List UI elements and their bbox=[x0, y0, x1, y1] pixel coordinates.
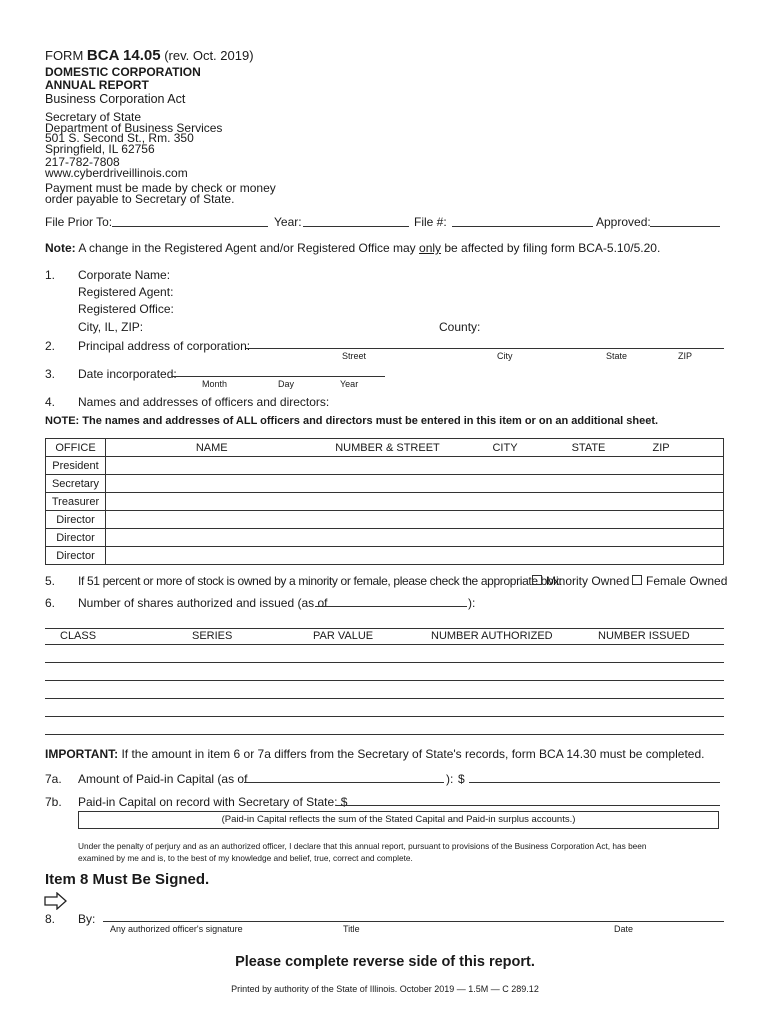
form-prefix: FORM bbox=[45, 48, 84, 63]
office-treasurer: Treasurer bbox=[46, 493, 106, 511]
col-number-street: NUMBER & STREET bbox=[318, 439, 458, 457]
treasurer-entry[interactable] bbox=[106, 493, 724, 511]
minority-owned-checkbox[interactable] bbox=[532, 575, 542, 585]
arrow-right-icon bbox=[44, 892, 68, 910]
perjury-line1: Under the penalty of perjury and as an authorized officer, I declare that this annual report, pursuant to provisions of the Business Corporation Act, has been bbox=[78, 841, 647, 851]
shares-entry-line-2[interactable] bbox=[45, 680, 724, 681]
item7a-number: 7a. bbox=[45, 772, 62, 786]
paid-in-capital-date-field[interactable] bbox=[244, 782, 444, 783]
shares-as-of-field[interactable] bbox=[315, 606, 467, 607]
note-underlined: only bbox=[419, 241, 442, 255]
year-caption: Year bbox=[340, 379, 359, 389]
secretary-entry[interactable] bbox=[106, 475, 724, 493]
shares-col-class: CLASS bbox=[60, 630, 97, 642]
county-label: County: bbox=[439, 320, 481, 334]
table-row bbox=[46, 547, 724, 565]
item2-number: 2. bbox=[45, 339, 56, 353]
col-city: CITY bbox=[458, 439, 553, 457]
note-text-post: be affected by filing form BCA-5.10/5.20. bbox=[444, 241, 661, 255]
item8-number: 8. bbox=[45, 912, 56, 926]
paid-in-capital-mid: ): bbox=[446, 772, 454, 786]
state-caption: State bbox=[606, 351, 628, 361]
file-number-label: File #: bbox=[414, 215, 447, 229]
printed-by-footer: Printed by authority of the State of Illinois. October 2019 — 1.5M — C 289.12 bbox=[231, 984, 539, 994]
shares-entry-line-1[interactable] bbox=[45, 662, 724, 663]
file-number-field[interactable] bbox=[452, 226, 593, 227]
signature-line[interactable] bbox=[103, 921, 724, 922]
date-incorporated-field[interactable] bbox=[172, 376, 385, 377]
title-caption: Title bbox=[343, 924, 360, 934]
minority-owned-label: Minority Owned bbox=[546, 574, 630, 588]
city-caption: City bbox=[497, 351, 513, 361]
shares-col-par-value: PAR VALUE bbox=[313, 630, 374, 642]
paid-in-capital-dollar: $ bbox=[458, 772, 465, 786]
item6-number: 6. bbox=[45, 596, 56, 610]
signature-caption: Any authorized officer's signature bbox=[110, 924, 243, 934]
form-number: BCA 14.05 bbox=[86, 47, 161, 64]
office-line2: Department of Business Services bbox=[45, 120, 223, 135]
office-secretary: Secretary bbox=[46, 475, 106, 493]
zip-caption: ZIP bbox=[678, 351, 693, 361]
office-director-1: Director bbox=[46, 511, 106, 529]
city-zip-label: City, IL, ZIP: bbox=[78, 320, 144, 334]
by-label: By: bbox=[78, 912, 96, 926]
note-label: Note: bbox=[45, 241, 76, 255]
important-notice bbox=[45, 747, 704, 761]
minority-female-label: If 51 percent or more of stock is owned by a minority or female, please check the appropriate box: bbox=[78, 574, 562, 588]
item5-number: 5. bbox=[45, 574, 56, 588]
col-name: NAME bbox=[106, 439, 318, 457]
female-owned-checkbox[interactable] bbox=[632, 575, 642, 585]
office-line3: 501 S. Second St., Rm. 350 bbox=[45, 131, 194, 145]
office-website: www.cyberdriveillinois.com bbox=[45, 166, 188, 180]
form-revision: (rev. Oct. 2019) bbox=[164, 48, 254, 63]
shares-header-rule bbox=[45, 644, 724, 645]
registered-agent-label: Registered Agent: bbox=[78, 285, 174, 299]
table-row bbox=[46, 493, 724, 511]
reverse-side-notice: Please complete reverse side of this report. bbox=[235, 954, 535, 970]
col-zip: ZIP bbox=[625, 439, 724, 457]
col-state: STATE bbox=[553, 439, 625, 457]
capital-on-record-label: Paid-in Capital on record with Secretary of State: $ bbox=[78, 795, 348, 809]
form-title-line2: ANNUAL REPORT bbox=[45, 78, 149, 92]
payment-line1: Payment must be made by check or money bbox=[45, 181, 276, 195]
street-caption: Street bbox=[342, 351, 367, 361]
form-title-line1: DOMESTIC CORPORATION bbox=[45, 65, 201, 79]
item7b-number: 7b. bbox=[45, 795, 62, 809]
important-label: IMPORTANT: bbox=[45, 747, 119, 761]
table-row bbox=[46, 457, 724, 475]
shares-entry-line-4[interactable] bbox=[45, 716, 724, 717]
principal-address-field[interactable] bbox=[246, 348, 724, 349]
shares-col-series: SERIES bbox=[192, 630, 233, 642]
table-row bbox=[46, 511, 724, 529]
item8-heading: Item 8 Must Be Signed. bbox=[45, 871, 210, 888]
officers-note: NOTE: The names and addresses of ALL officers and directors must be entered in this item or on an additional sheet. bbox=[45, 415, 659, 427]
officers-table bbox=[45, 438, 724, 565]
paid-in-capital-amount-field[interactable] bbox=[469, 782, 720, 783]
corporate-name-label: Corporate Name: bbox=[78, 268, 171, 282]
date-caption: Date bbox=[614, 924, 634, 934]
principal-address-label: Principal address of corporation: bbox=[78, 339, 251, 353]
payment-line2: order payable to Secretary of State. bbox=[45, 192, 235, 206]
capital-on-record-field[interactable] bbox=[336, 805, 720, 806]
officers-header-row bbox=[46, 439, 724, 457]
form-act: Business Corporation Act bbox=[45, 92, 186, 106]
file-prior-to-field[interactable] bbox=[112, 226, 268, 227]
minority-owned-option[interactable] bbox=[532, 574, 629, 588]
office-director-3: Director bbox=[46, 547, 106, 565]
female-owned-label: Female Owned bbox=[646, 574, 728, 588]
file-prior-to-label: File Prior To: bbox=[45, 215, 113, 229]
col-office: OFFICE bbox=[46, 439, 106, 457]
item3-number: 3. bbox=[45, 367, 56, 381]
note-text-pre: A change in the Registered Agent and/or Registered Office may bbox=[78, 241, 416, 255]
shares-entry-line-3[interactable] bbox=[45, 698, 724, 699]
director-2-entry[interactable] bbox=[106, 529, 724, 547]
item4-number: 4. bbox=[45, 395, 56, 409]
director-1-entry[interactable] bbox=[106, 511, 724, 529]
shares-table-top-rule bbox=[45, 628, 724, 629]
shares-label: Number of shares authorized and issued (as of bbox=[78, 596, 328, 610]
table-row bbox=[46, 529, 724, 547]
shares-col-number-authorized: NUMBER AUTHORIZED bbox=[431, 630, 553, 642]
form-header bbox=[45, 48, 254, 64]
month-caption: Month bbox=[202, 379, 228, 389]
year-label: Year: bbox=[274, 215, 302, 229]
officers-label: Names and addresses of officers and directors: bbox=[78, 395, 330, 409]
item1-number: 1. bbox=[45, 268, 56, 282]
approved-label: Approved: bbox=[596, 215, 651, 229]
office-line4: Springfield, IL 62756 bbox=[45, 141, 155, 156]
table-row bbox=[46, 475, 724, 493]
president-entry[interactable] bbox=[106, 457, 724, 475]
paid-in-capital-info-box: (Paid-in Capital reflects the sum of the Stated Capital and Paid-in surplus accounts.) bbox=[78, 811, 719, 829]
date-incorporated-label: Date incorporated: bbox=[78, 367, 177, 381]
office-line1: Secretary of State bbox=[45, 110, 142, 124]
registered-office-label: Registered Office: bbox=[78, 302, 174, 316]
paid-in-capital-label: Amount of Paid-in Capital (as of bbox=[78, 772, 248, 786]
important-text: If the amount in item 6 or 7a differs from the Secretary of State's records, form BCA 14.30 must be completed. bbox=[121, 747, 705, 761]
shares-col-number-issued: NUMBER ISSUED bbox=[598, 630, 690, 642]
perjury-line2: examined by me and is, to the best of my knowledge and belief, true, correct and complete. bbox=[78, 853, 413, 863]
office-phone: 217-782-7808 bbox=[45, 155, 120, 169]
shares-label-close: ): bbox=[468, 596, 476, 610]
office-president: President bbox=[46, 457, 106, 475]
shares-entry-line-5[interactable] bbox=[45, 734, 724, 735]
approved-field[interactable] bbox=[650, 226, 720, 227]
registered-agent-note bbox=[45, 241, 660, 255]
female-owned-option[interactable] bbox=[632, 574, 727, 588]
director-3-entry[interactable] bbox=[106, 547, 724, 565]
office-director-2: Director bbox=[46, 529, 106, 547]
year-field[interactable] bbox=[303, 226, 409, 227]
day-caption: Day bbox=[278, 379, 295, 389]
